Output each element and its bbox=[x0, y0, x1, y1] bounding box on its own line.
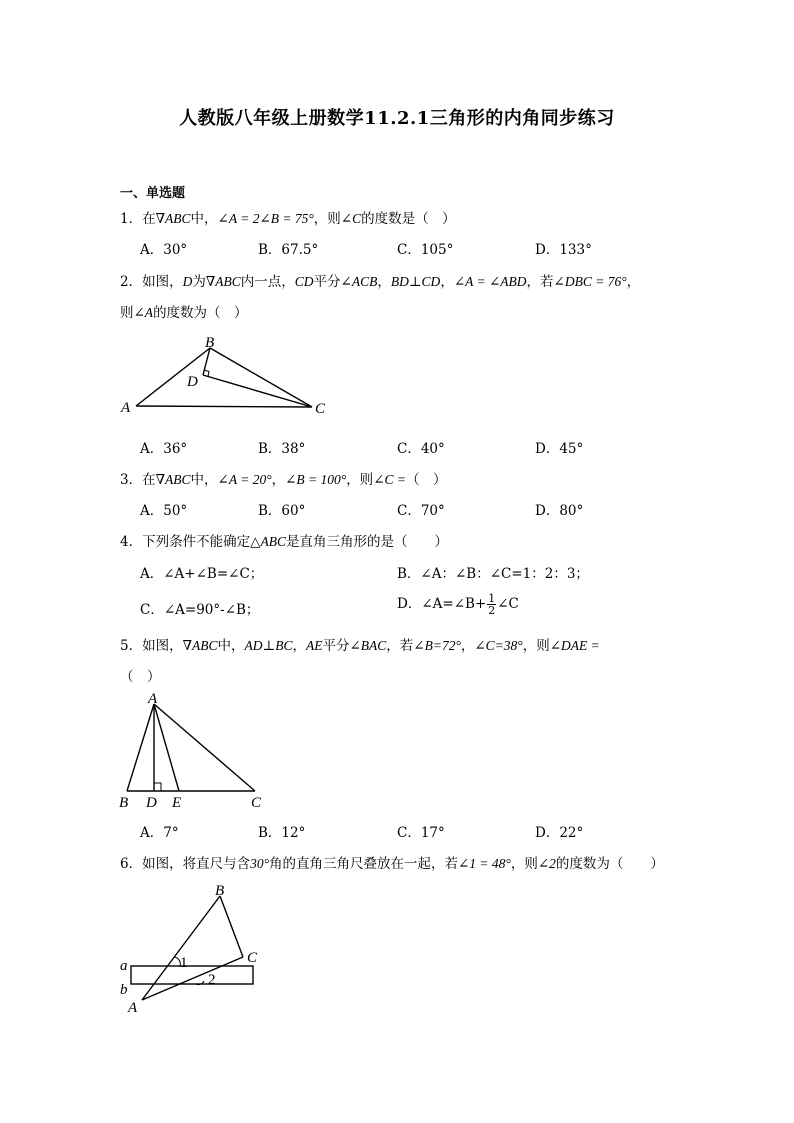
q5-triangle-figure bbox=[112, 688, 282, 814]
label-a: A bbox=[121, 400, 131, 416]
q3-option-d[interactable]: D．80° bbox=[535, 503, 584, 519]
question-3: 3．在∇ABC中，∠A = 20°，∠B = 100°，则∠C =（ ） bbox=[120, 472, 447, 488]
label-c: C bbox=[247, 950, 258, 966]
q4-option-d[interactable]: D．∠A=∠B+ $\frac{1}{2}$ ∠C bbox=[397, 592, 519, 617]
segment-ab bbox=[136, 348, 210, 406]
fraction-one-half: $\frac{1}{2}$ bbox=[488, 592, 496, 617]
label-angle-2: 2 bbox=[208, 972, 216, 988]
q2-option-c[interactable]: C．40° bbox=[397, 441, 445, 457]
q2-option-d[interactable]: D．45° bbox=[535, 441, 584, 457]
q1-option-d[interactable]: D．133° bbox=[535, 242, 592, 258]
q3-option-c[interactable]: C．70° bbox=[397, 503, 445, 519]
label-e: E bbox=[172, 795, 182, 811]
q5-option-c[interactable]: C．17° bbox=[397, 825, 445, 841]
label-c: C bbox=[251, 795, 262, 811]
q5-option-b[interactable]: B．12° bbox=[258, 825, 306, 841]
q1-option-b[interactable]: B．67.5° bbox=[258, 242, 319, 258]
q4-option-a[interactable]: A．∠A+∠B=∠C； bbox=[140, 566, 264, 582]
q5-option-d[interactable]: D．22° bbox=[535, 825, 584, 841]
q3-option-a[interactable]: A．50° bbox=[140, 503, 188, 519]
question-5-line-2: （ ） bbox=[120, 669, 161, 685]
segment-dc bbox=[203, 375, 312, 407]
q4-option-c[interactable]: C．∠A=90°-∠B； bbox=[140, 602, 260, 618]
q5-option-a[interactable]: A．7° bbox=[140, 825, 179, 841]
question-6: 6．如图，将直尺与含30°角的直角三角尺叠放在一起，若∠1 = 48°，则∠2的度数为（ ） bbox=[120, 856, 664, 872]
q2-option-a[interactable]: A．36° bbox=[140, 441, 188, 457]
label-a: A bbox=[148, 691, 158, 707]
q6-ruler-triangle-figure bbox=[112, 878, 282, 1018]
label-b: B bbox=[119, 795, 129, 811]
question-4: 4．下列条件不能确定△ABC是直角三角形的是（ ） bbox=[120, 534, 448, 550]
segment-ca bbox=[142, 957, 243, 1000]
question-1: 1．在∇ABC中，∠A = 2∠B = 75°，则∠C的度数是（ ） bbox=[120, 211, 456, 227]
label-d: D bbox=[146, 795, 157, 811]
ruler bbox=[131, 966, 253, 984]
label-a-vertex: A bbox=[128, 1000, 138, 1016]
q3-option-b[interactable]: B．60° bbox=[258, 503, 306, 519]
label-d: D bbox=[187, 374, 198, 390]
q1-option-c[interactable]: C．105° bbox=[397, 242, 454, 258]
label-b: B bbox=[215, 883, 225, 899]
q1-option-a[interactable]: A．30° bbox=[140, 242, 188, 258]
page-title: 人教版八年级上册数学11.2.1三角形的内角同步练习 bbox=[179, 108, 615, 129]
label-angle-1: 1 bbox=[180, 955, 188, 971]
section-heading: 一、单选题 bbox=[120, 186, 186, 201]
right-angle-mark bbox=[154, 783, 161, 791]
label-a-line: a bbox=[120, 958, 128, 974]
label-b: B bbox=[205, 335, 215, 351]
q2-triangle-figure bbox=[118, 330, 338, 420]
segment-ac bbox=[136, 406, 312, 407]
segment-bc bbox=[210, 348, 312, 407]
label-c: C bbox=[315, 401, 326, 417]
q4-option-b[interactable]: B．∠A：∠B：∠C=1：2：3； bbox=[397, 566, 589, 582]
q2-option-b[interactable]: B．38° bbox=[258, 441, 306, 457]
question-2-line-1: 2．如图，D为∇ABC内一点，CD平分∠ACB，BD⊥CD，∠A = ∠ABD，若∠DBC = 76°， bbox=[120, 274, 641, 290]
segment-ab bbox=[127, 704, 154, 791]
question-2-line-2: 则∠A的度数为（ ） bbox=[120, 305, 248, 321]
segment-bc bbox=[220, 896, 243, 957]
label-b-line: b bbox=[120, 982, 128, 998]
segment-ae bbox=[154, 704, 179, 791]
segment-ac bbox=[154, 704, 255, 791]
question-5-line-1: 5．如图，∇ABC中，AD⊥BC，AE平分∠BAC，若∠B=72°，∠C=38°，则∠DAE = bbox=[120, 638, 600, 654]
